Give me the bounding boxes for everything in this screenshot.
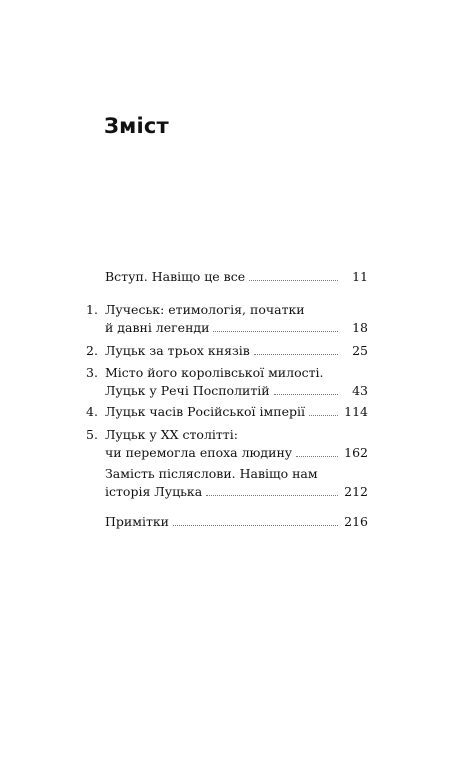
chapter-number: 1. [86,302,98,317]
toc-page-number: 11 [352,269,368,284]
chapter-number: 4. [86,404,98,419]
dot-leader [274,393,338,395]
toc-entry-title: Примітки [105,514,170,529]
toc-entry-title-line1: Лучеськ: етимологія, початки [105,302,305,317]
toc-entry-afterword [86,465,368,501]
toc-entry-title-line1: Луцьк у XX столітті: [105,427,238,442]
toc-page-number: 43 [352,383,368,398]
dot-leader [254,353,338,355]
toc-entry-title: Вступ. Навіщо це все [105,269,246,284]
toc-entry-chapter-1 [86,301,368,337]
toc-entry-chapter-2 [86,342,368,360]
toc-entry-chapter-5 [86,426,368,462]
toc-entry-title-line1: Місто його королівської милості. [105,365,324,380]
toc-entry-introduction [86,268,368,286]
dot-leader [249,279,338,281]
toc-entry-title-line1: Замість післяслови. Навіщо нам [105,466,318,481]
dot-leader [206,494,338,496]
chapter-number: 3. [86,365,98,380]
toc-entry-chapter-3 [86,364,368,400]
toc-page-number: 212 [344,484,368,499]
toc-entry-title-line2: Луцьк у Речі Посполитій [105,383,270,398]
page-title: Зміст [104,114,169,138]
toc-page-number: 18 [352,320,368,335]
chapter-number: 5. [86,427,98,442]
toc-page-number: 114 [344,404,368,419]
dot-leader [213,330,338,332]
toc-entry-chapter-4 [86,403,368,421]
toc-entry-title-line2: й давні легенди [105,320,210,335]
dot-leader [173,524,338,526]
toc-entry-title: Луцьк за трьох князів [105,343,250,358]
toc-entry-title-line2: історія Луцька [105,484,203,499]
chapter-number: 2. [86,343,98,358]
toc-page-number: 25 [352,343,368,358]
dot-leader [296,455,338,457]
toc-entry-title-line2: чи перемогла епоха людину [105,445,293,460]
toc-entry-title: Луцьк часів Російської імперії [105,404,305,419]
dot-leader [309,414,338,416]
toc-page-number: 216 [344,514,368,529]
toc-entry-notes [86,513,368,531]
toc-page-number: 162 [344,445,368,460]
